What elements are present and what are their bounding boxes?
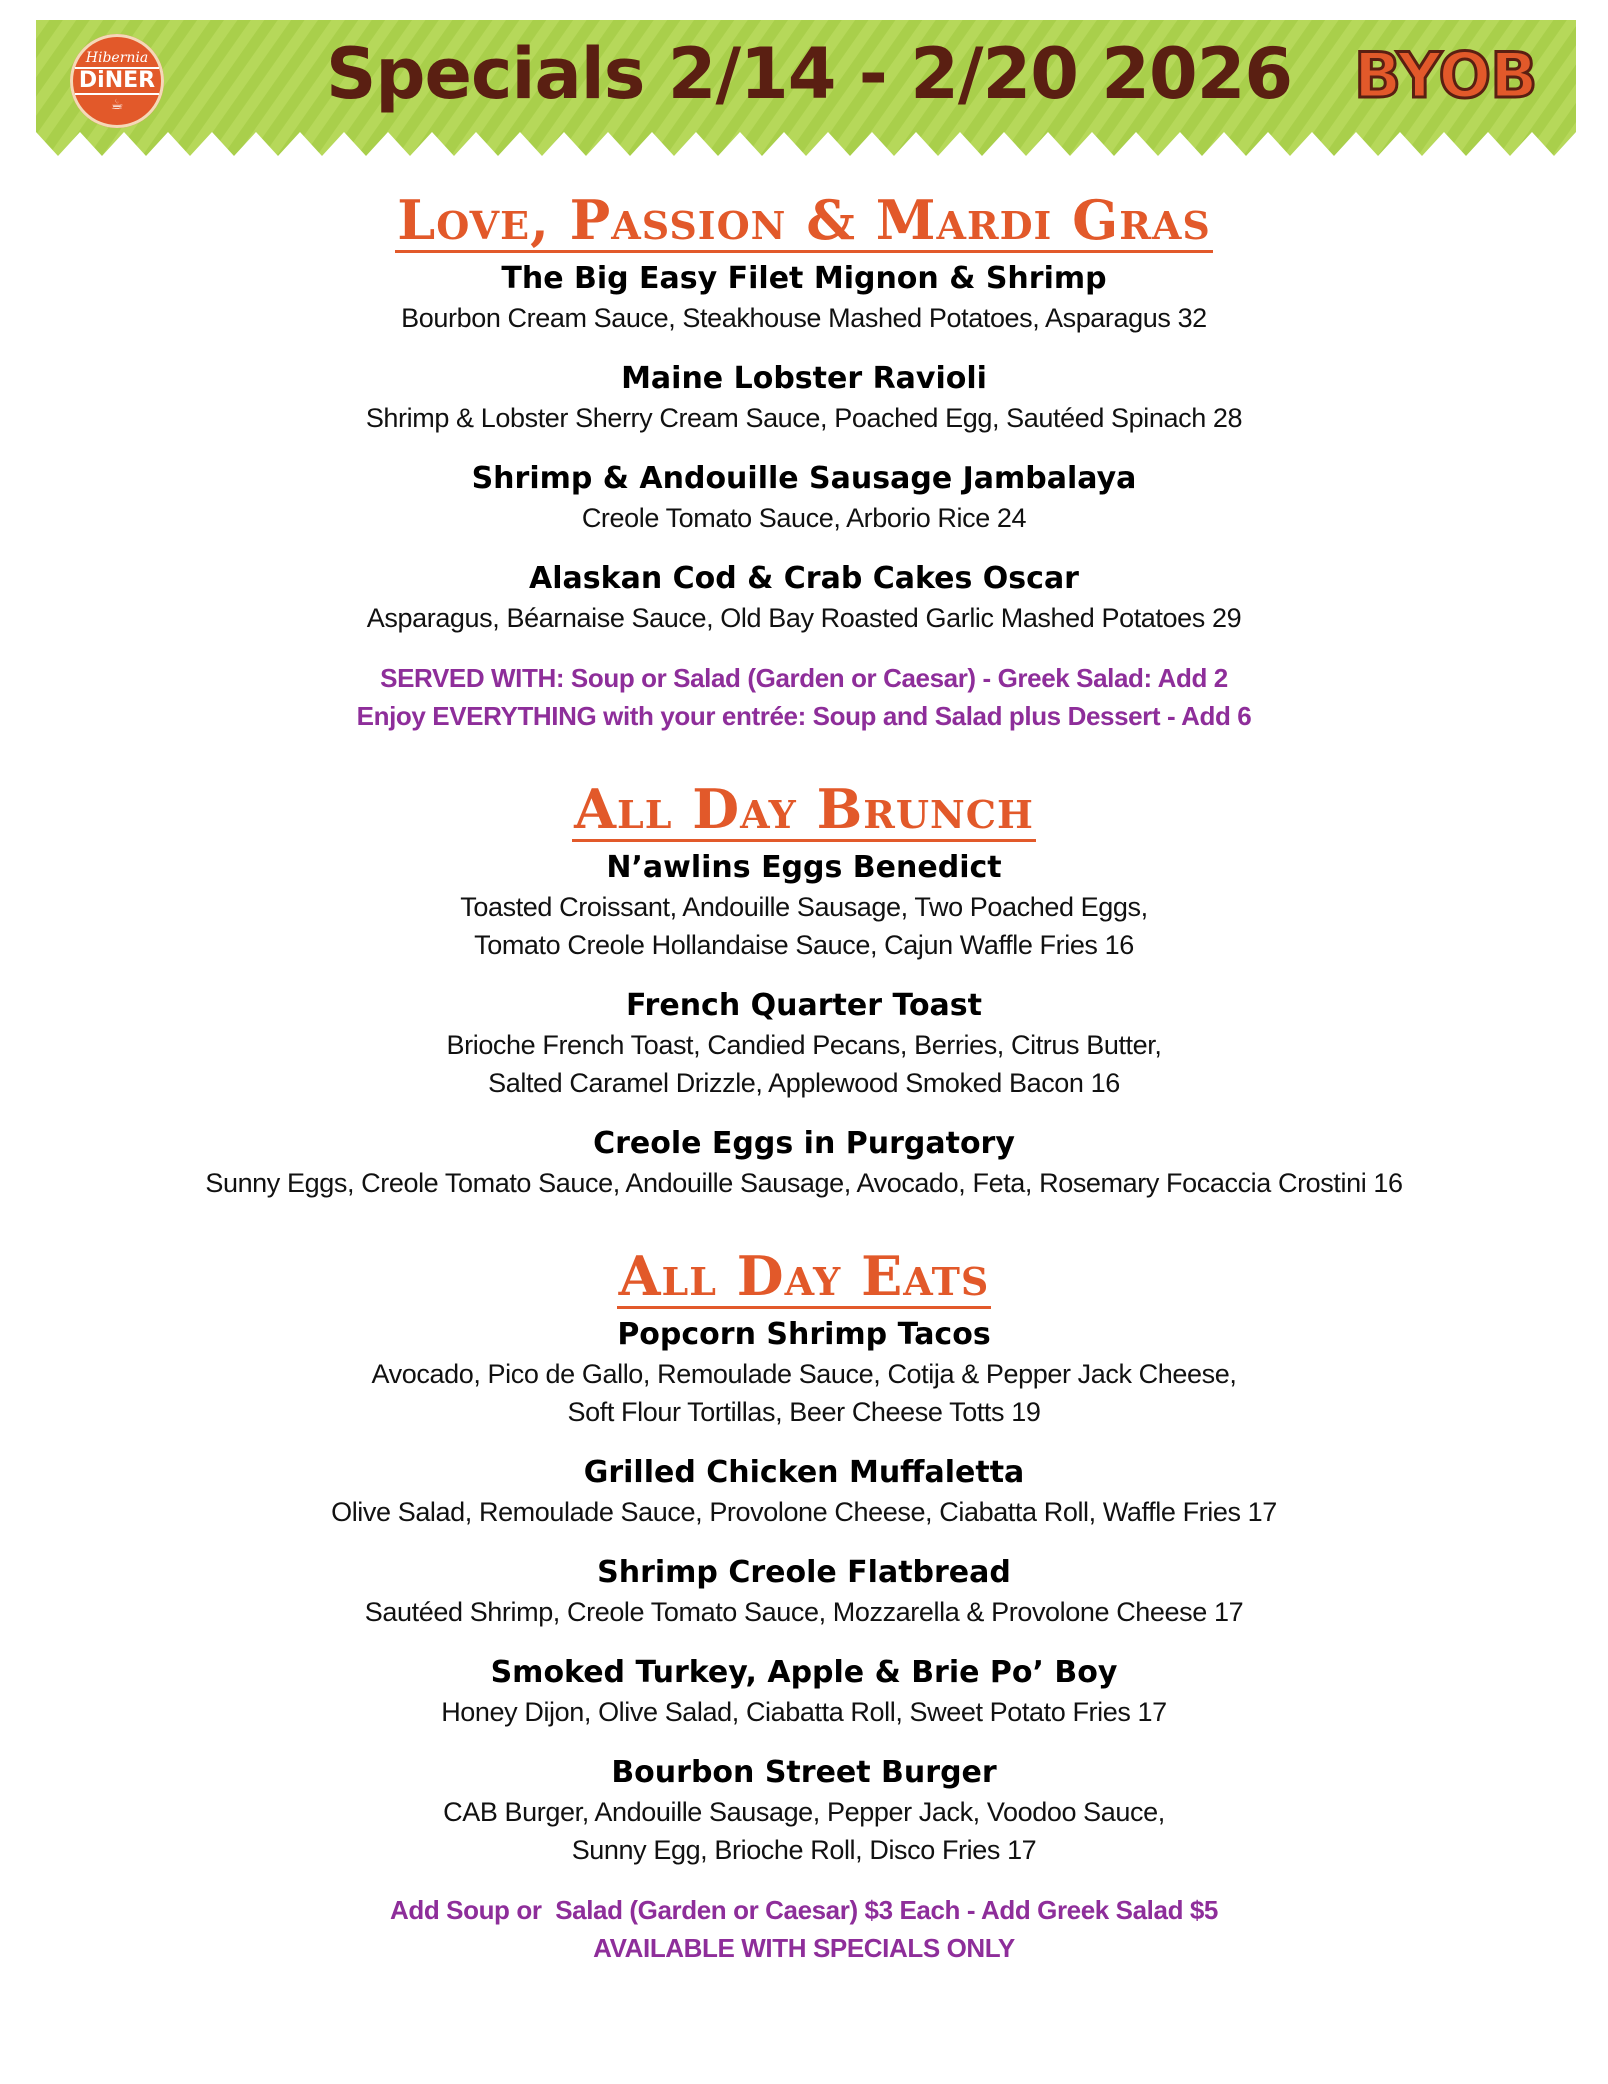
menu-item	[0, 1315, 1608, 1431]
item-name: Alaskan Cod & Crab Cakes Oscar	[529, 561, 1079, 596]
item-description: Honey Dijon, Olive Salad, Ciabatta Roll, Sweet Potato Fries 17	[441, 1697, 1167, 1727]
item-description: Shrimp & Lobster Sherry Cream Sauce, Poached Egg, Sautéed Spinach 28	[365, 403, 1243, 433]
item-description: Avocado, Pico de Gallo, Remoulade Sauce, Cotija & Pepper Jack Cheese,	[371, 1359, 1237, 1389]
coffee-cup-icon: ☕	[110, 96, 124, 112]
item-description: Sautéed Shrimp, Creole Tomato Sauce, Mozzarella & Provolone Cheese 17	[364, 1597, 1244, 1627]
item-name: Grilled Chicken Muffaletta	[583, 1455, 1025, 1490]
hibernia-diner-logo	[70, 34, 164, 128]
served-with-note: SERVED WITH: Soup or Salad (Garden or Caesar) - Greek Salad: Add 2	[380, 663, 1228, 693]
item-name: Creole Eggs in Purgatory	[593, 1126, 1015, 1161]
menu-item	[0, 259, 1608, 337]
menu-item	[0, 986, 1608, 1102]
add-soup-salad-note: Add Soup or Salad (Garden or Caesar) $3 Each - Add Greek Salad $5	[389, 1895, 1218, 1925]
section-title: Love, Passion & Mardi Gras	[397, 188, 1211, 252]
menu-item	[0, 559, 1608, 637]
item-description: Asparagus, Béarnaise Sauce, Old Bay Roasted Garlic Mashed Potatoes 29	[366, 603, 1242, 633]
item-description: Salted Caramel Drizzle, Applewood Smoked Bacon 16	[488, 1068, 1120, 1098]
item-name: The Big Easy Filet Mignon & Shrimp	[501, 261, 1107, 296]
item-description: CAB Burger, Andouille Sausage, Pepper Jack, Voodoo Sauce,	[443, 1797, 1165, 1827]
item-description: Brioche French Toast, Candied Pecans, Berries, Citrus Butter,	[446, 1030, 1162, 1060]
section-title: All Day Brunch	[574, 777, 1034, 841]
menu-item	[0, 848, 1608, 964]
menu-item	[0, 1753, 1608, 1869]
byob-badge: BYOB	[1354, 39, 1537, 112]
item-name: Bourbon Street Burger	[611, 1755, 997, 1790]
menu-item	[0, 1553, 1608, 1631]
item-name: Smoked Turkey, Apple & Brie Po’ Boy	[490, 1655, 1118, 1690]
section-love-passion-mardi-gras	[0, 190, 1608, 735]
section-all-day-eats	[0, 1246, 1608, 1967]
item-description: Sunny Egg, Brioche Roll, Disco Fries 17	[571, 1835, 1037, 1865]
item-description: Soft Flour Tortillas, Beer Cheese Totts 19	[567, 1397, 1041, 1427]
item-description: Olive Salad, Remoulade Sauce, Provolone Cheese, Ciabatta Roll, Waffle Fries 17	[331, 1497, 1277, 1527]
item-name: French Quarter Toast	[625, 988, 982, 1023]
item-name: Maine Lobster Ravioli	[621, 361, 987, 396]
item-description: Toasted Croissant, Andouille Sausage, Two Poached Eggs,	[460, 892, 1148, 922]
menu-item	[0, 359, 1608, 437]
menu-item	[0, 1124, 1608, 1202]
logo-script-text: Hibernia	[85, 50, 149, 66]
item-name: Popcorn Shrimp Tacos	[617, 1317, 991, 1352]
item-description: Sunny Eggs, Creole Tomato Sauce, Andouille Sausage, Avocado, Feta, Rosemary Focaccia Crostini 16	[205, 1168, 1403, 1198]
section-all-day-brunch	[0, 779, 1608, 1202]
section-title: All Day Eats	[618, 1244, 990, 1308]
item-name: N’awlins Eggs Benedict	[606, 850, 1002, 885]
logo-word-text: DiNER	[75, 67, 159, 95]
available-with-specials-note: AVAILABLE WITH SPECIALS ONLY	[593, 1933, 1015, 1963]
item-description: Tomato Creole Hollandaise Sauce, Cajun Waffle Fries 16	[474, 930, 1134, 960]
menu-item	[0, 1653, 1608, 1731]
page-title: Specials 2/14 - 2/20 2026	[326, 33, 1293, 115]
header-banner	[36, 20, 1576, 156]
enjoy-everything-note: Enjoy EVERYTHING with your entrée: Soup and Salad plus Dessert - Add 6	[356, 701, 1252, 731]
menu-item	[0, 1453, 1608, 1531]
item-name: Shrimp & Andouille Sausage Jambalaya	[471, 461, 1137, 496]
item-name: Shrimp Creole Flatbread	[597, 1555, 1011, 1590]
menu-item	[0, 459, 1608, 537]
item-description: Creole Tomato Sauce, Arborio Rice 24	[581, 503, 1027, 533]
item-description: Bourbon Cream Sauce, Steakhouse Mashed Potatoes, Asparagus 32	[401, 303, 1207, 333]
menu-body	[0, 190, 1608, 2011]
